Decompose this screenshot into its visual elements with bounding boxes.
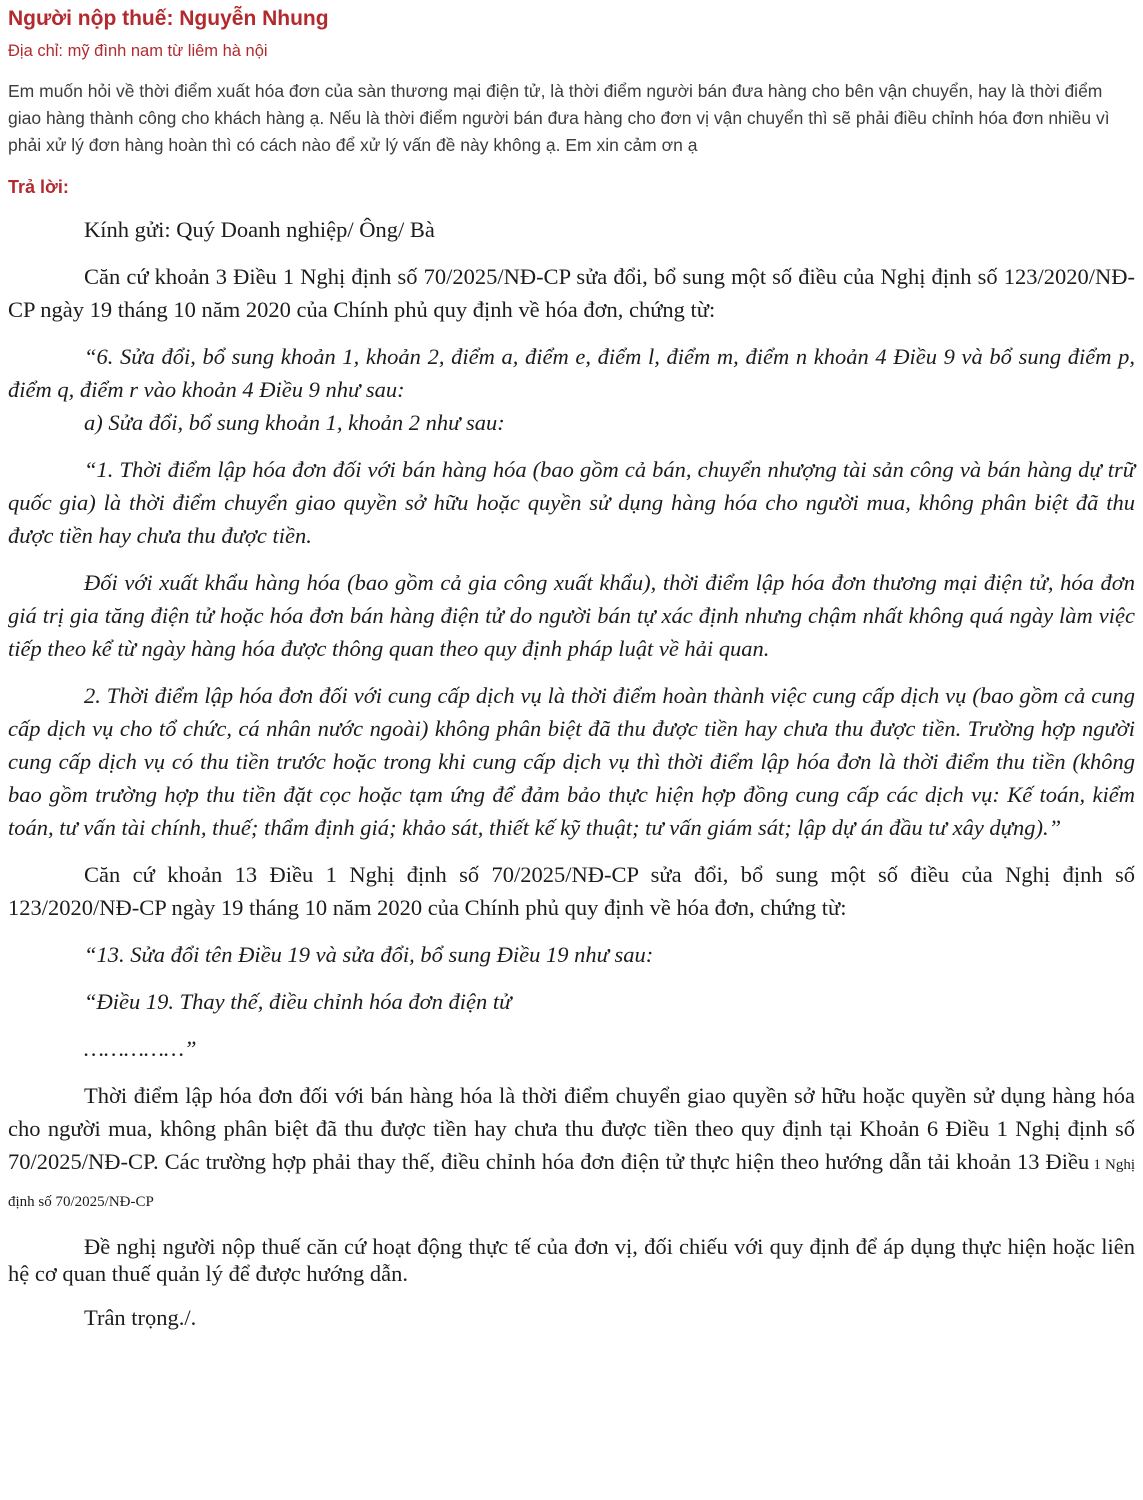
quoted-clause-13-intro-paragraph: “13. Sửa đổi tên Điều 19 và sửa đổi, bổ sung Điều 19 như sau: (84, 942, 654, 967)
quoted-clause-6a-paragraph: a) Sửa đổi, bổ sung khoản 1, khoản 2 như sau: (84, 410, 505, 435)
answer-body (8, 213, 1135, 1334)
legal-basis-clause-13-paragraph: Căn cứ khoản 13 Điều 1 Nghị định số 70/2025/NĐ-CP sửa đổi, bổ sung một số điều của Nghị định số 123/2020/NĐ-CP ngày 19 tháng 10 năm 2020 của Chính phủ quy định về hóa đơn, chứng từ: (8, 862, 1135, 920)
quoted-point-2-paragraph: 2. Thời điểm lập hóa đơn đối với cung cấp dịch vụ là thời điểm hoàn thành việc cung cấp dịch vụ (bao gồm cả cung cấp dịch vụ cho tổ chức, cá nhân nước ngoài) không phân biệt đã thu được tiền hay chưa thu được tiền. Trường hợp người cung cấp dịch vụ có thu tiền trước hoặc trong khi cung cấp dịch vụ thì thời điểm lập hóa đơn là thời điểm thu tiền (không bao gồm trường hợp thu tiền đặt cọc hoặc tạm ứng để đảm bảo thực hiện hợp đồng cung cấp các dịch vụ: Kế toán, kiểm toán, tư vấn tài chính, thuế; thẩm định giá; khảo sát, thiết kế kỹ thuật; tư vấn giám sát; lập dự án đầu tư xây dựng).” (8, 683, 1135, 840)
advice-paragraph: Đề nghị người nộp thuế căn cứ hoạt động thực tế của đơn vị, đối chiếu với quy định để áp dụng thực hiện hoặc liên hệ cơ quan thuế quản lý để được hướng dẫn. (8, 1234, 1135, 1286)
conclusion-main-text: Thời điểm lập hóa đơn đối với bán hàng hóa là thời điểm chuyển giao quyền sở hữu hoặc quyền sử dụng hàng hóa cho người mua, không phân biệt đã thu được tiền hay chưa thu được tiền theo quy định tại Khoản 6 Điều 1 Nghị định số 70/2025/NĐ-CP. Các trường hợp phải thay thế, điều chỉnh hóa đơn điện tử thực hiện theo hướng dẫn tải khoản 13 Điều (8, 1083, 1135, 1174)
quoted-export-paragraph: Đối với xuất khẩu hàng hóa (bao gồm cả gia công xuất khẩu), thời điểm lập hóa đơn thương mại điện tử, hóa đơn giá trị gia tăng điện tử hoặc hóa đơn bán hàng điện tử do người bán tự xác định nhưng chậm nhất không quá ngày làm việc tiếp theo kể từ ngày hàng hóa được thông quan theo quy định pháp luật về hải quan. (8, 570, 1135, 661)
quoted-clause-6-intro-paragraph: “6. Sửa đổi, bổ sung khoản 1, khoản 2, điểm a, điểm e, điểm l, điểm m, điểm n khoản 4 Điều 9 và bổ sung điểm p, điểm q, điểm r vào khoản 4 Điều 9 như sau: (8, 344, 1135, 402)
taxpayer-name-heading: Người nộp thuế: Nguyễn Nhung (8, 7, 329, 30)
conclusion-paragraph (8, 1079, 1135, 1219)
quoted-ellipsis-paragraph: ……………” (84, 1036, 197, 1061)
answer-label: Trả lời: (8, 177, 69, 197)
quoted-point-1-paragraph: “1. Thời điểm lập hóa đơn đối với bán hàng hóa (bao gồm cả bán, chuyển nhượng tài sản công và bán hàng dự trữ quốc gia) là thời điểm chuyển giao quyền sở hữu hoặc quyền sử dụng hàng hóa cho người mua, không phân biệt đã thu được tiền hay chưa thu được tiền. (8, 457, 1135, 548)
question-text: Em muốn hỏi về thời điểm xuất hóa đơn của sàn thương mại điện tử, là thời điểm người bán đưa hàng cho bên vận chuyển, hay là thời điểm giao hàng thành công cho khách hàng ạ. Nếu là thời điểm người bán đưa hàng cho đơn vị vận chuyển thì sẽ phải điều chỉnh hóa đơn nhiều vì phải xử lý đơn hàng hoàn thì có cách nào để xử lý vấn đề này không ạ. Em xin cảm ơn ạ (8, 81, 1110, 155)
quoted-article-19-paragraph: “Điều 19. Thay thế, điều chỉnh hóa đơn điện tử (84, 989, 512, 1014)
legal-basis-clause-3-paragraph: Căn cứ khoản 3 Điều 1 Nghị định số 70/2025/NĐ-CP sửa đổi, bổ sung một số điều của Nghị định số 123/2020/NĐ-CP ngày 19 tháng 10 năm 2020 của Chính phủ quy định về hóa đơn, chứng từ: (8, 264, 1135, 322)
closing-paragraph: Trân trọng./. (84, 1305, 197, 1330)
salutation-paragraph: Kính gửi: Quý Doanh nghiệp/ Ông/ Bà (84, 217, 435, 242)
footnote-reference-text: 1 Nghị định số 70/2025/NĐ-CP (8, 1157, 1135, 1210)
taxpayer-address: Địa chỉ: mỹ đình nam từ liêm hà nội (8, 42, 268, 60)
